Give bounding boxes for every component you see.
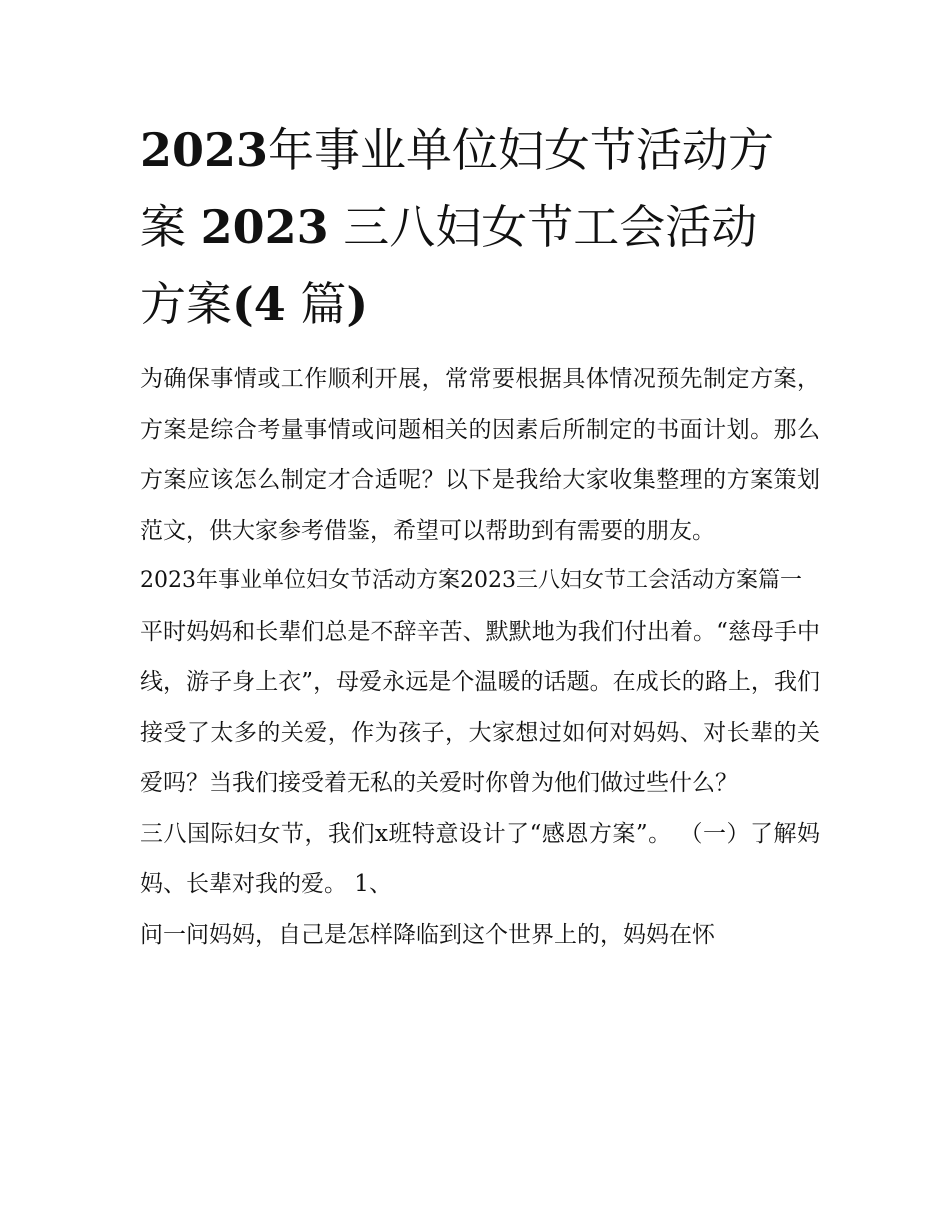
title-part: ) [346, 277, 369, 331]
document-title [140, 112, 820, 343]
body-paragraph: 三八国际妇女节，我们x班特意设计了“感恩方案”。 （一）了解妈妈、长辈对我的爱。 1、 [140, 820, 820, 897]
title-part: 年事业单位妇女节活动方 [268, 123, 775, 177]
title-part: 三八妇女节工会活动 [343, 200, 758, 254]
title-part: (4 [232, 277, 286, 331]
title-part: 方案 [140, 277, 232, 331]
title-part: 篇 [300, 277, 347, 331]
title-part: 2023 [140, 123, 269, 177]
body-paragraph: 问一问妈妈，自己是怎样降临到这个世界上的，妈妈在怀 [140, 921, 715, 948]
intro-paragraph: 为确保事情或工作顺利开展，常常要根据具体情况预先制定方案，方案是综合考量事情或问题相关的因素后所制定的书面计划。那么方案应该怎么制定才合适呢？以下是我给大家收集整理的方案策划范文，供大家参考借鉴，希望可以帮助到有需要的朋友。 [140, 366, 820, 544]
body-paragraph: 平时妈妈和长辈们总是不辞辛苦、默默地为我们付出着。“慈母手中线，游子身上衣”，母爱永远是个温暖的话题。在成长的路上，我们接受了太多的关爱，作为孩子，大家想过如何对妈妈、对长辈的关爱吗？当我们接受着无私的关爱时你曾为他们做过些什么？ [140, 618, 820, 796]
document-body [140, 354, 820, 960]
section-heading: 2023年事业单位妇女节活动方案2023三八妇女节工会活动方案篇一 [140, 568, 802, 593]
title-part: 2023 [200, 200, 329, 254]
title-part: 案 [140, 200, 186, 254]
